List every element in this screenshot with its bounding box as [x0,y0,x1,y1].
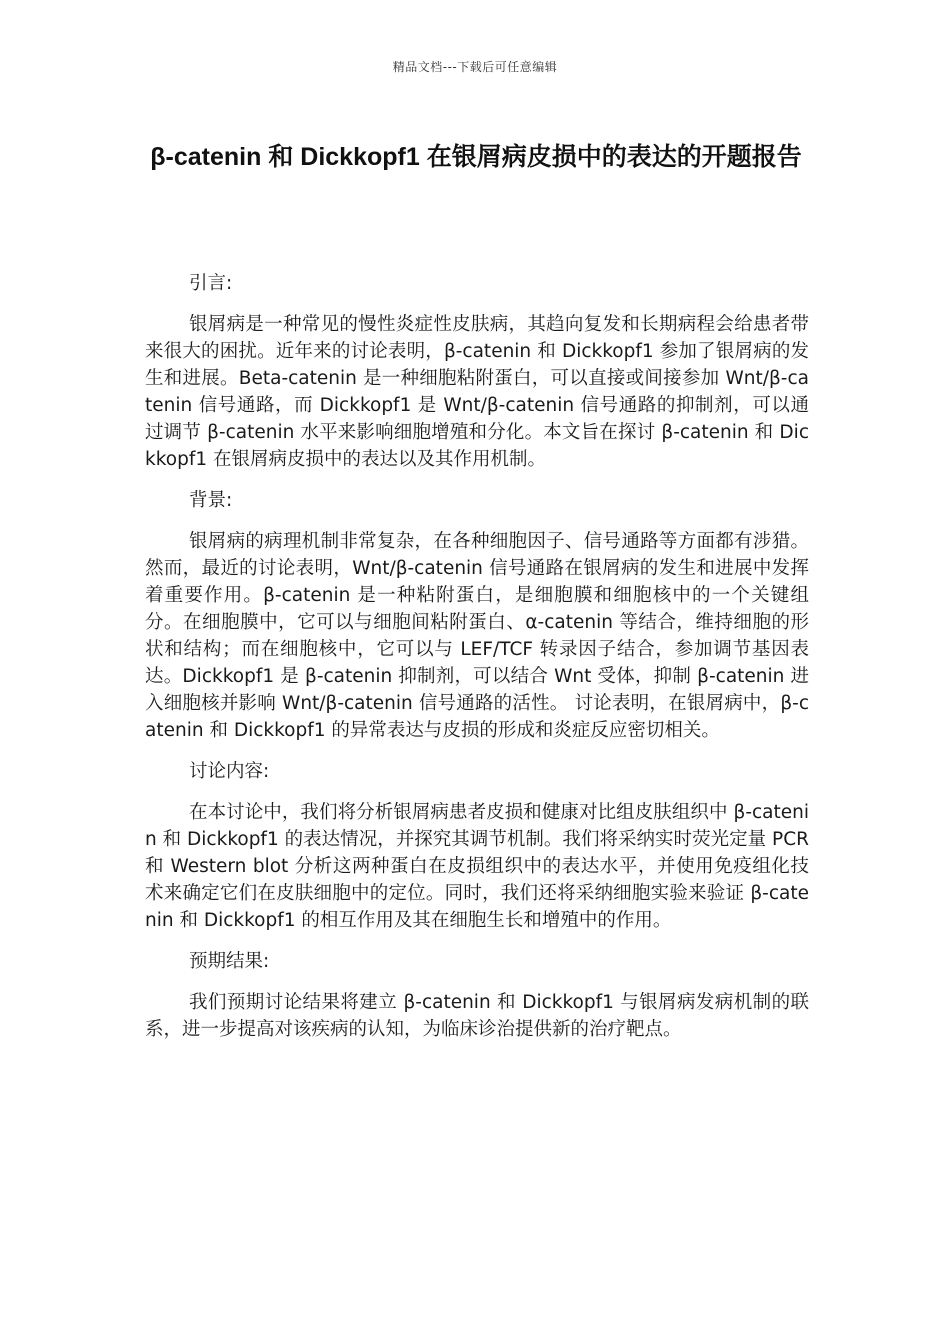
document-body [145,270,809,1057]
section-paragraph: 银屑病是一种常见的慢性炎症性皮肤病，其趋向复发和长期病程会给患者带来很大的困扰。近年来的讨论表明，β-catenin 和 Dickkopf1 参加了银屑病的发生和进展。Beta-catenin 是一种细胞粘附蛋白，可以直接或间接参加 Wnt/β-catenin 信号通路，而 Dickkopf1 是 Wnt/β-catenin 信号通路的抑制剂，可以通过调节 β-catenin 水平来影响细胞增殖和分化。本文旨在探讨 β-catenin 和 Dickkopf1 在银屑病皮损中的表达以及其作用机制。 [145,314,809,470]
section-introduction [145,270,809,473]
section-paragraph: 我们预期讨论结果将建立 β-catenin 和 Dickkopf1 与银屑病发病机制的联系，进一步提高对该疾病的认知，为临床诊治提供新的治疗靶点。 [145,992,809,1040]
section-expected-results [145,948,809,1043]
section-heading: 讨论内容: [189,761,270,782]
section-background [145,487,809,744]
section-heading: 背景: [189,490,233,511]
section-paragraph: 银屑病的病理机制非常复杂，在各种细胞因子、信号通路等方面都有涉猎。然而，最近的讨论表明，Wnt/β-catenin 信号通路在银屑病的发生和进展中发挥着重要作用。β-catenin 是一种粘附蛋白，是细胞膜和细胞核中的一个关键组分。在细胞膜中，它可以与细胞间粘附蛋白、α-catenin 等结合，维持细胞的形状和结构；而在细胞核中，它可以与 LEF/TCF 转录因子结合，参加调节基因表达。Dickkopf1 是 β-catenin 抑制剂，可以结合 Wnt 受体，抑制 β-catenin 进入细胞核并影响 Wnt/β-catenin 信号通路的活性。 讨论表明，在银屑病中，β-catenin 和 Dickkopf1 的异常表达与皮损的形成和炎症反应密切相关。 [145,531,809,741]
section-research-content [145,758,809,934]
header-note: 精品文档---下载后可任意编辑 [392,60,558,74]
document-title: β-catenin 和 Dickkopf1 在银屑病皮损中的表达的开题报告 [150,143,802,171]
section-heading: 引言: [189,273,233,294]
section-heading: 预期结果: [189,951,270,972]
section-paragraph: 在本讨论中，我们将分析银屑病患者皮损和健康对比组皮肤组织中 β-catenin 和 Dickkopf1 的表达情况，并探究其调节机制。我们将采纳实时荧光定量 PCR 和 Western blot 分析这两种蛋白在皮损组织中的表达水平，并使用免疫组化技术来确定它们在皮肤细胞中的定位。同时，我们还将采纳细胞实验来验证 β-catenin 和 Dickkopf1 的相互作用及其在细胞生长和增殖中的作用。 [145,802,809,931]
